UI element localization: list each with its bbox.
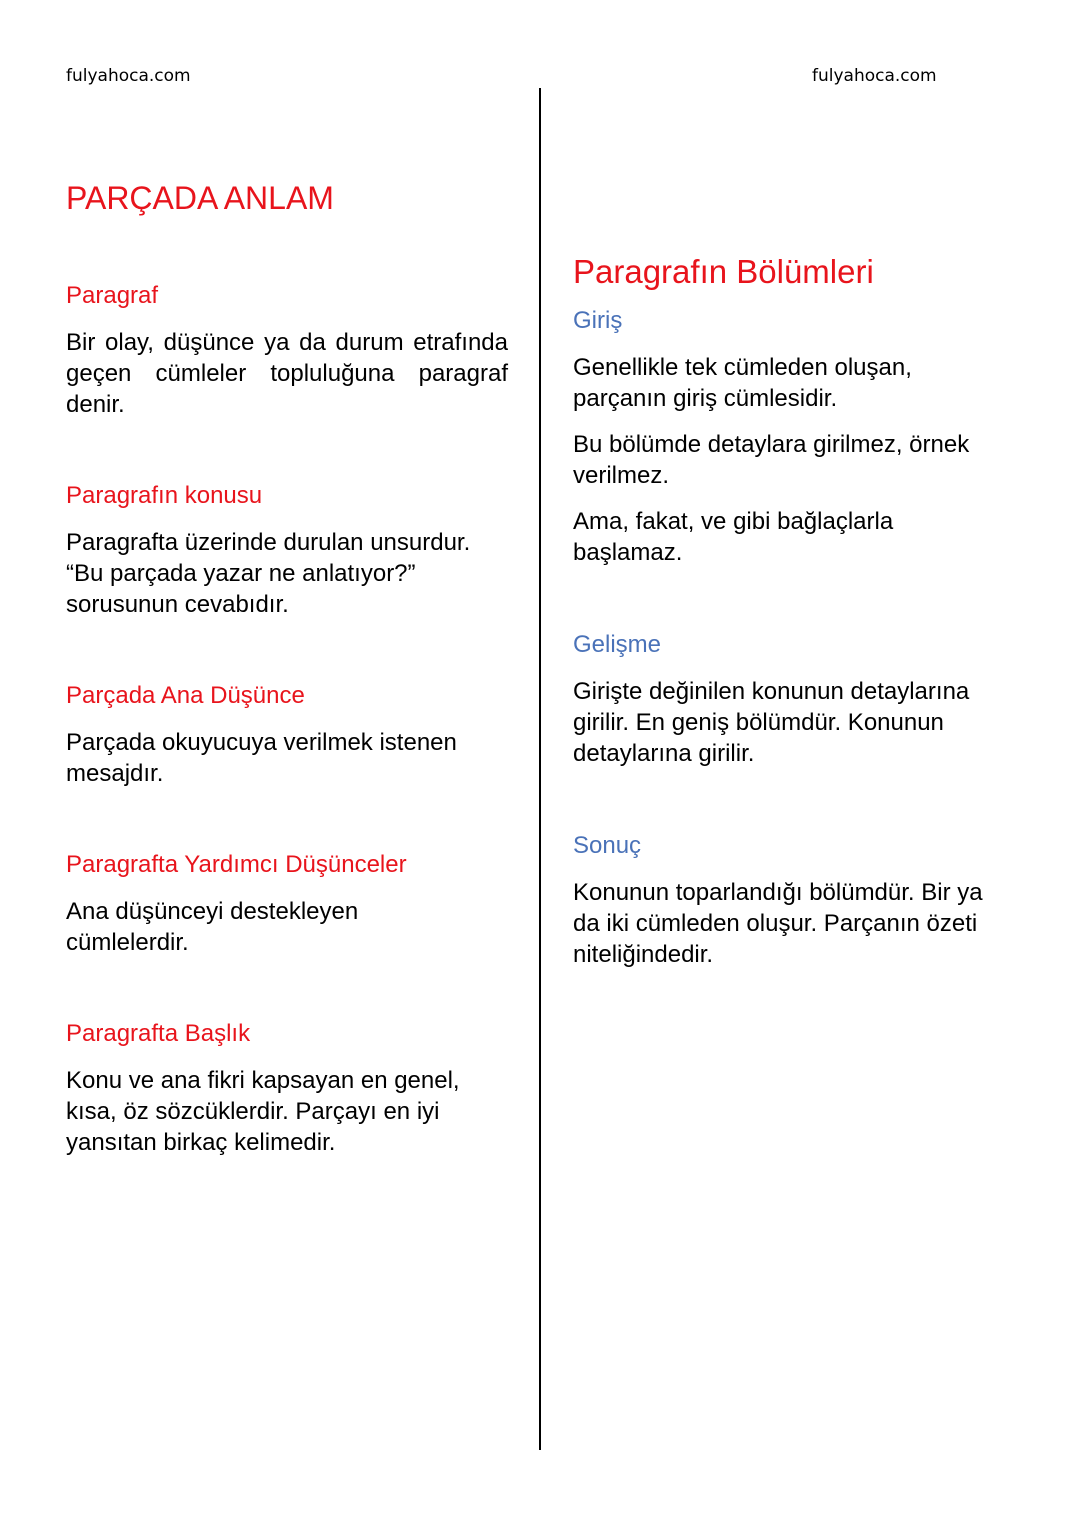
page-title: PARÇADA ANLAM: [66, 180, 334, 216]
section-text: Bir olay, düşünce ya da durum etrafında geçen cümleler topluluğuna paragraf denir.: [66, 329, 508, 418]
section-sonuc: [573, 832, 1013, 970]
left-column: [66, 180, 508, 1158]
section-heading: Parçada Ana Düşünce: [66, 682, 305, 709]
section-heading: Paragrafın konusu: [66, 482, 263, 509]
right-column: [573, 253, 1013, 970]
site-url-left: fulyahoca.com: [66, 66, 191, 86]
section-text: Genellikle tek cümleden oluşan, parçanın giriş cümlesidir.: [573, 354, 912, 412]
section-giris: [573, 307, 1013, 568]
section-heading: Paragrafta Başlık: [66, 1020, 251, 1047]
site-url-right: fulyahoca.com: [812, 66, 937, 86]
section-baslik: [66, 1020, 508, 1158]
section-text: Konunun toparlandığı bölümdür. Bir ya da iki cümleden oluşur. Parçanın özeti niteliğindedir.: [573, 879, 983, 968]
section-text: Ama, fakat, ve gibi bağlaçlarla başlamaz.: [573, 508, 894, 566]
section-text: Parçada okuyucuya verilmek istenen mesajdır.: [66, 729, 457, 787]
section-ana-dusunce: [66, 682, 508, 789]
section-konu: [66, 482, 508, 620]
section-paragraf: [66, 282, 508, 420]
section-yardimci: [66, 851, 508, 958]
section-text: Ana düşünceyi destekleyen cümlelerdir.: [66, 898, 359, 956]
section-text: Bu bölümde detaylara girilmez, örnek verilmez.: [573, 431, 970, 489]
section-gelisme: [573, 631, 1013, 769]
section-text: Konu ve ana fikri kapsayan en genel, kısa, öz sözcüklerdir. Parçayı en iyi yansıtan birkaç kelimedir.: [66, 1067, 460, 1156]
section-heading: Gelişme: [573, 631, 662, 658]
section-heading: Paragraf: [66, 282, 159, 309]
column-divider: [539, 88, 541, 1450]
section-heading: Giriş: [573, 307, 623, 334]
section-text: Girişte değinilen konunun detaylarına girilir. En geniş bölümdür. Konunun detaylarına girilir.: [573, 678, 970, 767]
section-title: Paragrafın Bölümleri: [573, 253, 874, 290]
section-text: Paragrafta üzerinde durulan unsurdur. “Bu parçada yazar ne anlatıyor?” sorusunun cevabıdır.: [66, 529, 471, 618]
section-heading: Paragrafta Yardımcı Düşünceler: [66, 851, 407, 878]
section-heading: Sonuç: [573, 832, 642, 859]
